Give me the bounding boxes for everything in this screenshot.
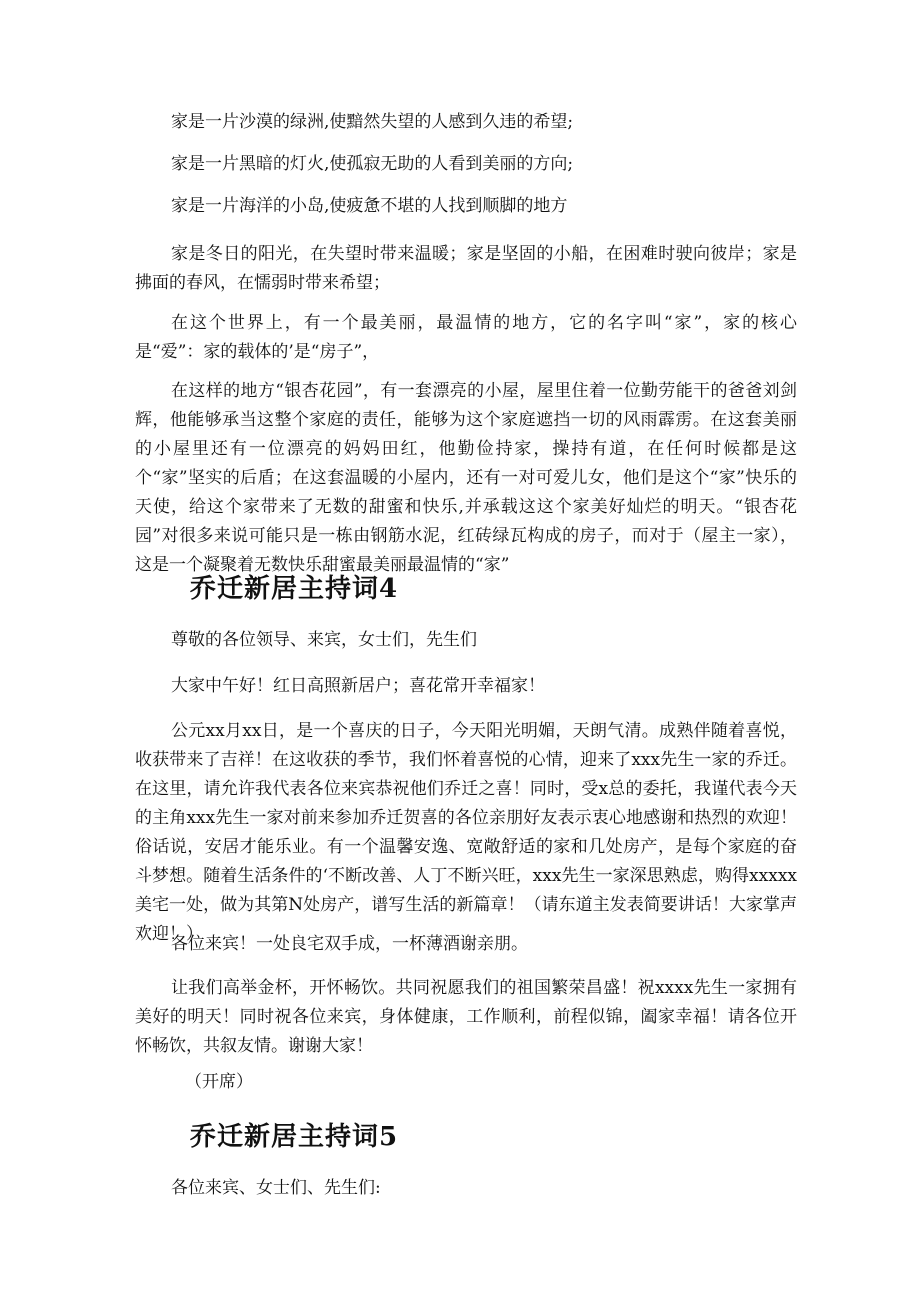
paragraph-most-beautiful-place: 在这个世界上，有一个最美丽，最温情的地方，它的名字叫“家”，家的核心是“爱”：家的载体的’是“房子”， xyxy=(135,313,797,362)
paragraph-main-speech: 公元xx月xx日，是一个喜庆的日子，今天阳光明媚，天朗气清。成熟伴随着喜悦，收获带来了吉祥！在这收获的季节，我们怀着喜悦的心情，迎来了xxx先生一家的乔迁。在这里，请允许我代表各位来宾恭祝他们乔迁之喜！同时，受x总的委托，我谨代表今天的主角xxx先生一家对前来参加乔迁贺喜的各位亲朋好友表示衷心地感谢和热烈的欢迎！俗话说，安居才能乐业。有一个温馨安逸、宽敞舒适的家和几处房产，是每个家庭的奋斗梦想。随着生活条件的‘不断改善、人丁不断兴旺，xxx先生一家深思熟虑，购得xxxxx美宅一处，做为其第N处房产，谱写生活的新篇章！（请东道主发表简要讲话！大家掌声欢迎！） xyxy=(135,721,797,944)
paragraph-toast: 让我们高举金杯，开怀畅饮。共同祝愿我们的祖国繁荣昌盛！祝xxxx先生一家拥有美好的明天！同时祝各位来宾，身体健康，工作顺利，前程似锦，阖家幸福！请各位开怀畅饮，共叙友情。谢谢大家！ xyxy=(135,978,797,1056)
paragraph-island: 家是一片海洋的小岛,使疲惫不堪的人找到顺脚的地方 xyxy=(171,196,568,216)
greeting-section-4: 尊敬的各位领导、来宾，女士们，先生们 xyxy=(171,630,477,650)
section-title-4: 乔迁新居主持词4 xyxy=(190,574,399,604)
paragraph-home-is-sunshine: 家是冬日的阳光，在失望时带来温暖；家是坚固的小船，在困难时驶向彼岸；家是拂面的春风，在懦弱时带来希望； xyxy=(135,244,797,293)
greeting-section-5: 各位来宾、女士们、先生们: xyxy=(171,1178,381,1198)
paragraph-oasis: 家是一片沙漠的绿洲,使黯然失望的人感到久违的希望; xyxy=(171,112,574,132)
paragraph-good-noon: 大家中午好！红日高照新居户；喜花常开幸福家！ xyxy=(171,676,545,696)
paragraph-ginkgo-garden: 在这样的地方“银杏花园”，有一套漂亮的小屋，屋里住着一位勤劳能干的爸爸刘剑辉，他能够承当这整个家庭的责任，能够为这个家庭遮挡一切的风雨霹雳。在这套美丽的小屋里还有一位漂亮的妈妈田红，他勤俭持家，操持有道，在任何时候都是这个“家”坚实的后盾；在这套温暖的小屋内，还有一对可爱儿女，他们是这个“家”快乐的天使，给这个家带来了无数的甜蜜和快乐,并承载这这个家美好灿烂的明天。“银杏花园”对很多来说可能只是一栋由钢筋水泥，红砖绿瓦构成的房子，而对于（屋主一家），这是一个凝聚着无数快乐甜蜜最美丽最温情的“家” xyxy=(135,381,797,575)
paragraph-lamp: 家是一片黑暗的灯火,使孤寂无助的人看到美丽的方向; xyxy=(171,154,574,174)
paragraph-dear-guests: 各位来宾！一处良宅双手成，一杯薄酒谢亲朋。 xyxy=(171,934,528,954)
section-title-5: 乔迁新居主持词5 xyxy=(190,1122,399,1152)
note-kaixi: （开席） xyxy=(185,1072,253,1092)
